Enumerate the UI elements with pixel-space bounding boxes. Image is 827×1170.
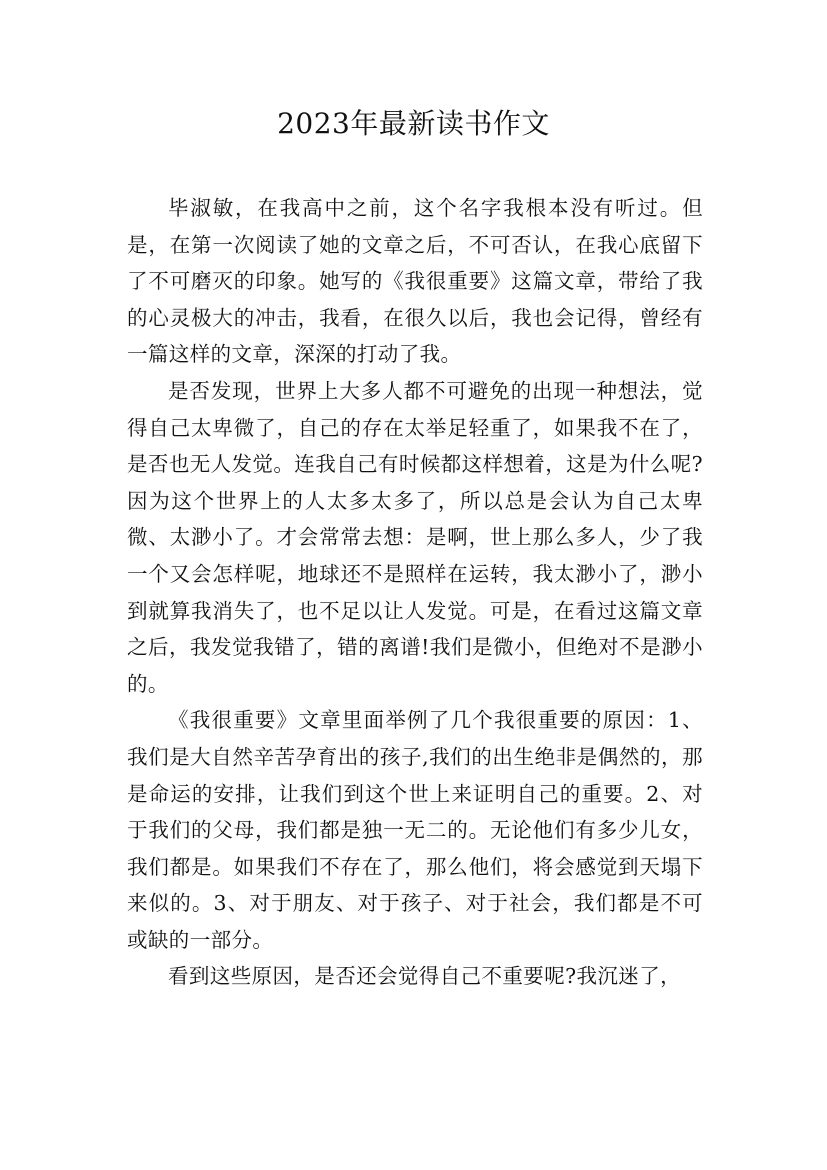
paragraph: 是否发现，世界上大多人都不可避免的出现一种想法，觉得自己太卑微了，自己的存在太举足轻重了，如果我不在了，是否也无人发觉。连我自己有时候都这样想着，这是为什么呢?因为这个世界上的人太多太多了，所以总是会认为自己太卑微、太渺小了。才会常常去想：是啊，世上那么多人，少了我一个又会怎样呢，地球还不是照样在运转，我太渺小了，渺小到就算我消失了，也不足以让人发觉。可是，在看过这篇文章之后，我发觉我错了，错的离谱!我们是微小，但绝对不是渺小的。 xyxy=(127,378,703,696)
paragraph: 毕淑敏，在我高中之前，这个名字我根本没有听过。但是，在第一次阅读了她的文章之后，不可否认，在我心底留下了不可磨灭的印象。她写的《我很重要》这篇文章，带给了我的心灵极大的冲击，我看，在很久以后，我也会记得，曾经有一篇这样的文章，深深的打动了我。 xyxy=(127,196,703,367)
document-title: 2023年最新读书作文 xyxy=(277,107,550,140)
paragraph: 《我很重要》文章里面举例了几个我很重要的原因：1、我们是大自然辛苦孕育出的孩子,我们的出生绝非是偶然的，那是命运的安排，让我们到这个世上来证明自己的重要。2、对于我们的父母，我们都是独一无二的。无论他们有多少儿女，我们都是。如果我们不存在了，那么他们，将会感觉到天塌下来似的。3、对于朋友、对于孩子、对于社会，我们都是不可或缺的一部分。 xyxy=(127,708,703,952)
document-body xyxy=(127,190,703,995)
paragraph: 看到这些原因，是否还会觉得自己不重要呢?我沉迷了， xyxy=(168,964,681,989)
